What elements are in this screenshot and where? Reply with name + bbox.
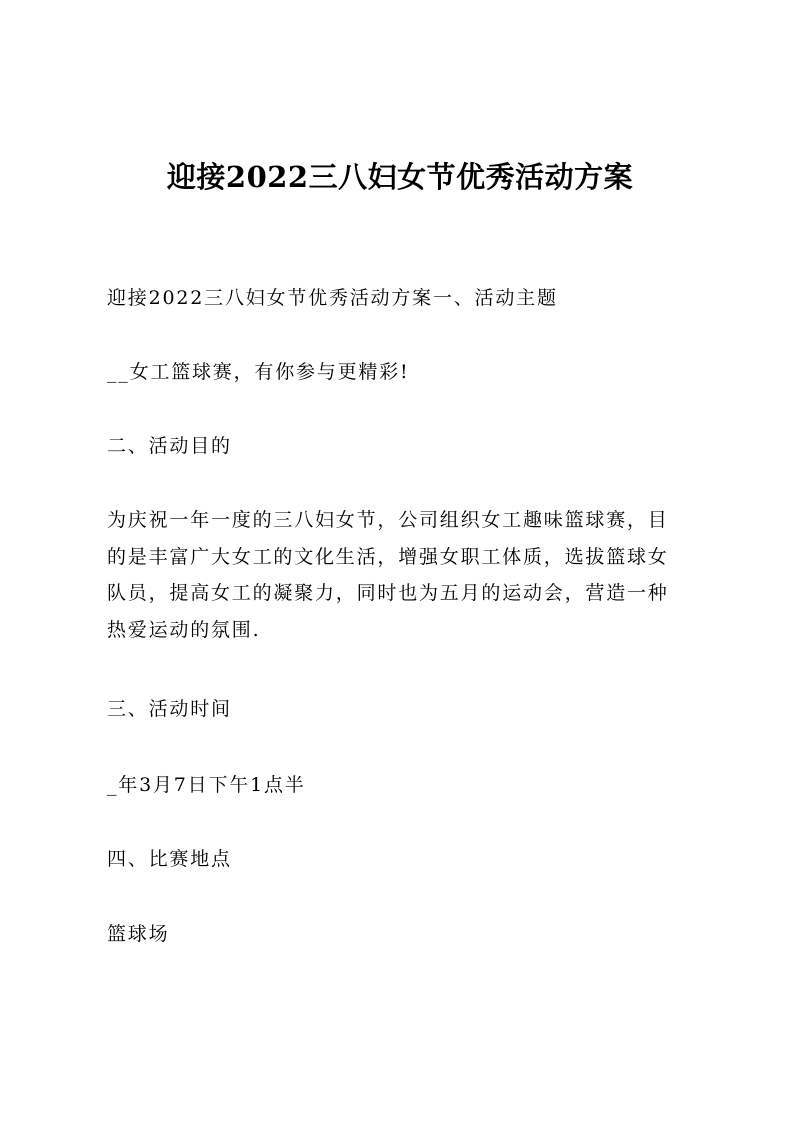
section3-text: _年3月7日下午1点半 [107, 774, 306, 796]
section2-paragraph [107, 502, 693, 648]
theme-text: __女工篮球赛，有你参与更精彩! [107, 361, 410, 383]
section2-paragraph-line: 为庆祝一年一度的三八妇女节，公司组织女工趣味篮球赛，目 [107, 509, 669, 531]
intro-line: 迎接2022三八妇女节优秀活动方案一、活动主题 [107, 287, 558, 309]
document-title: 迎接2022三八妇女节优秀活动方案 [166, 160, 634, 194]
section4-text: 篮球场 [107, 923, 170, 945]
section2-paragraph-line: 队员，提高女工的凝聚力，同时也为五月的运动会，营造一种 [107, 582, 669, 604]
section4-heading: 四、比赛地点 [107, 848, 232, 870]
section2-paragraph-line: 热爱运动的氛围. [107, 618, 261, 641]
section2-heading: 二、活动目的 [107, 435, 232, 457]
section3-heading: 三、活动时间 [107, 698, 232, 720]
section2-paragraph-line: 的是丰富广大女工的文化生活，增强女职工体质，选拔篮球女 [107, 545, 669, 568]
